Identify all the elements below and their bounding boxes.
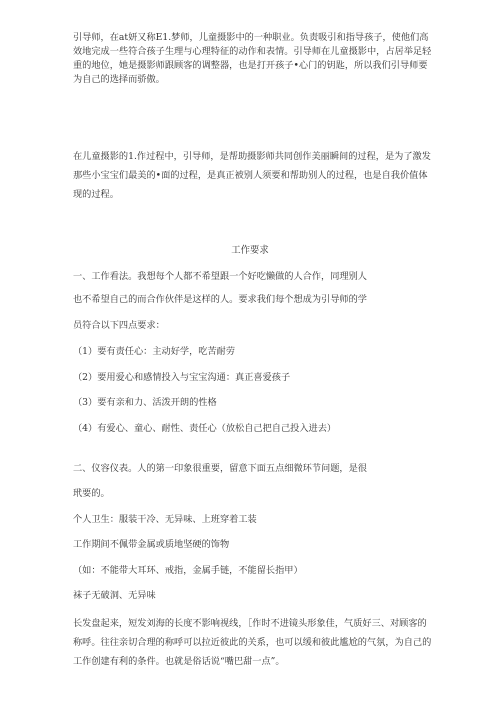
requirement-item-3: （3）要有亲和力、活泼开朗的性格 [73, 397, 217, 408]
attitude-line-3: 员符合以下四点要求： [73, 320, 165, 331]
accessories-line: 工作期间不佩带金属或质地坚硬的饰物 [73, 539, 230, 550]
accessories-example-line: （如：不能带大耳环、戒指，金属手链，不能留长指甲） [73, 565, 303, 576]
appearance-line-1: 二、仪容仪表。人的第一印象很重要，留意下面五点细微环节问题，是很 [73, 463, 367, 474]
requirement-item-1: （1）要有责任心：主动好学，吃苦耐劳 [73, 346, 236, 357]
hair-and-greeting-paragraph: 长发盘起来，短发刘海的长度不影响视线，［作时不进镜头形象佳，气质好三、对顾客的称呼。往往亲切合理的称呼可以拉近彼此的关系，也可以缓和彼此尴尬的气氛，为自己的工作创建有利的条件。也就是俗话说“嘴巴甜一点”。 [73, 618, 432, 667]
requirement-item-4: （4）有爱心、童心、耐性、责任心（放松自己把自己投入进去） [73, 423, 337, 434]
intro-paragraph: 引导师，在at妍又称E1.梦师，儿童摄影中的一种职业。负责吸引和指导孩子，使他们高效地完成一些符合孩子生理与心理特征的动作和表情。引导师在儿童摄影中，占居举足轻重的地位，她是摄影师跟顾客的调整器，也是打开孩子•心门的钥匙，所以我们引导师要为自己的选择而骄傲。 [73, 32, 432, 85]
attitude-line-2: 也不希望自己的而合作伙伴是这样的人。要求我们每个想成为引导师的学 [73, 294, 367, 305]
socks-line: 袜子无破洞、无异味 [73, 590, 156, 601]
work-process-paragraph: 在儿童摄影的1.作过程中，引导师，是帮助摄影师共同创作美丽瞬间的过程，是为了激发那些小宝宝们最美的•面的过程，是真正被别人须要和帮助别人的过程，也是自我价值体现的过程。 [73, 151, 431, 200]
requirement-item-2: （2）要用爱心和感情投入与宝宝沟通：真正喜爱孩子 [73, 372, 291, 383]
attitude-line-1: 一、工作看法。我想每个人都不希望跟一个好吃懒做的人合作，同理别人 [73, 271, 367, 282]
hygiene-line: 个人卫生：服装干冷、无异味、上班穿着工装 [73, 514, 257, 525]
appearance-line-2: 玳要的。 [73, 488, 110, 499]
section-title: 工作要求 [231, 245, 269, 256]
